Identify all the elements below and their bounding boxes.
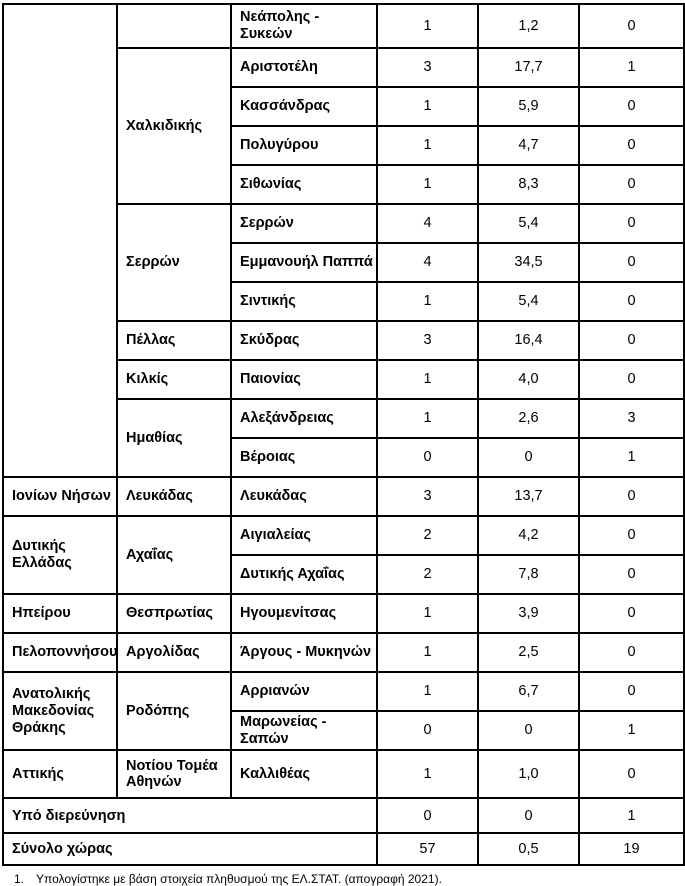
value-cell: 3,9: [478, 594, 579, 633]
value-cell: 5,4: [478, 282, 579, 321]
unit-cell: Ροδόπης: [117, 672, 231, 750]
region-cell: Ιονίων Νήσων: [3, 477, 117, 516]
value-cell: 1,0: [478, 750, 579, 798]
value-cell: 3: [579, 399, 684, 438]
municipality-cell: Άργους - Μυκηνών: [231, 633, 377, 672]
municipality-cell: Σιθωνίας: [231, 165, 377, 204]
value-cell: 1,2: [478, 4, 579, 48]
value-cell: 2: [377, 516, 478, 555]
municipality-cell: Πολυγύρου: [231, 126, 377, 165]
value-cell: 0: [579, 477, 684, 516]
value-cell: 1: [377, 633, 478, 672]
value-cell: 1: [377, 126, 478, 165]
value-cell: 0: [377, 438, 478, 477]
value-cell: 1: [579, 798, 684, 833]
municipality-cell: Παιονίας: [231, 360, 377, 399]
table-footer-row: [3, 798, 684, 833]
municipality-cell: Σκύδρας: [231, 321, 377, 360]
municipality-cell: Καλλιθέας: [231, 750, 377, 798]
table-row: [3, 594, 684, 633]
municipality-cell: Εμμανουήλ Παππά: [231, 243, 377, 282]
unit-cell: Νοτίου Τομέα Αθηνών: [117, 750, 231, 798]
unit-cell: Σερρών: [117, 204, 231, 321]
value-cell: 0: [579, 4, 684, 48]
unit-cell: Αργολίδας: [117, 633, 231, 672]
value-cell: 6,7: [478, 672, 579, 711]
value-cell: 4: [377, 243, 478, 282]
municipality-cell: Κασσάνδρας: [231, 87, 377, 126]
municipality-cell: Δυτικής Αχαΐας: [231, 555, 377, 594]
value-cell: 1: [377, 672, 478, 711]
table-footer-row: [3, 833, 684, 865]
region-cell: Πελοποννήσου: [3, 633, 117, 672]
value-cell: 0: [579, 360, 684, 399]
table-row: [3, 633, 684, 672]
unit-cell: Κιλκίς: [117, 360, 231, 399]
value-cell: 0: [377, 798, 478, 833]
value-cell: 5,9: [478, 87, 579, 126]
value-cell: 57: [377, 833, 478, 865]
table-row: [3, 477, 684, 516]
table-row: [3, 516, 684, 555]
unit-cell: Ημαθίας: [117, 399, 231, 477]
value-cell: 1: [579, 438, 684, 477]
unit-cell: Λευκάδας: [117, 477, 231, 516]
footnote-marker: 1.: [14, 872, 25, 886]
unit-cell: Αχαΐας: [117, 516, 231, 594]
document-page: [0, 3, 685, 886]
value-cell: 1: [377, 165, 478, 204]
municipality-cell: Μαρωνείας - Σαπών: [231, 711, 377, 750]
municipality-cell: Ηγουμενίτσας: [231, 594, 377, 633]
value-cell: 0: [579, 282, 684, 321]
value-cell: 0: [478, 438, 579, 477]
region-cell: Ανατολικής Μακεδονίας Θράκης: [3, 672, 117, 750]
value-cell: 2,6: [478, 399, 579, 438]
value-cell: 0: [579, 165, 684, 204]
value-cell: 0: [579, 321, 684, 360]
region-cell: Αττικής: [3, 750, 117, 798]
region-cell: [3, 4, 117, 477]
value-cell: 0: [579, 633, 684, 672]
table-row: [3, 672, 684, 711]
unit-cell: Πέλλας: [117, 321, 231, 360]
value-cell: 2,5: [478, 633, 579, 672]
value-cell: 1: [579, 711, 684, 750]
value-cell: 5,4: [478, 204, 579, 243]
value-cell: 0: [579, 672, 684, 711]
value-cell: 1: [377, 360, 478, 399]
municipality-cell: Αιγιαλείας: [231, 516, 377, 555]
value-cell: 4,7: [478, 126, 579, 165]
value-cell: 3: [377, 48, 478, 87]
value-cell: 2: [377, 555, 478, 594]
unit-cell: [117, 4, 231, 48]
unit-cell: Χαλκιδικής: [117, 48, 231, 204]
municipality-cell: Αρριανών: [231, 672, 377, 711]
unit-cell: Θεσπρωτίας: [117, 594, 231, 633]
municipality-cell: Αλεξάνδρειας: [231, 399, 377, 438]
municipality-cell: Αριστοτέλη: [231, 48, 377, 87]
value-cell: 0: [579, 750, 684, 798]
value-cell: 0: [579, 594, 684, 633]
footnote-text: Υπολογίστηκε με βάση στοιχεία πληθυσμού της ΕΛ.ΣΤΑΤ. (απογραφή 2021).: [36, 872, 442, 886]
value-cell: 1: [377, 4, 478, 48]
municipality-cell: Βέροιας: [231, 438, 377, 477]
value-cell: 8,3: [478, 165, 579, 204]
region-cell: Δυτικής Ελλάδας: [3, 516, 117, 594]
value-cell: 0,5: [478, 833, 579, 865]
value-cell: 0: [579, 555, 684, 594]
value-cell: 1: [377, 282, 478, 321]
footer-label-cell: Υπό διερεύνηση: [3, 798, 377, 833]
value-cell: 0: [478, 798, 579, 833]
region-cell: Ηπείρου: [3, 594, 117, 633]
value-cell: 34,5: [478, 243, 579, 282]
value-cell: 0: [377, 711, 478, 750]
value-cell: 13,7: [478, 477, 579, 516]
municipality-cell: Νεάπολης - Συκεών: [231, 4, 377, 48]
value-cell: 0: [579, 126, 684, 165]
value-cell: 1: [377, 594, 478, 633]
value-cell: 1: [377, 87, 478, 126]
value-cell: 0: [478, 711, 579, 750]
value-cell: 0: [579, 87, 684, 126]
municipality-cell: Λευκάδας: [231, 477, 377, 516]
footer-label-cell: Σύνολο χώρας: [3, 833, 377, 865]
value-cell: 4,0: [478, 360, 579, 399]
value-cell: 1: [377, 750, 478, 798]
municipality-cell: Σερρών: [231, 204, 377, 243]
value-cell: 7,8: [478, 555, 579, 594]
value-cell: 16,4: [478, 321, 579, 360]
municipality-cell: Σιντικής: [231, 282, 377, 321]
value-cell: 0: [579, 243, 684, 282]
table-row: [3, 4, 684, 48]
value-cell: 19: [579, 833, 684, 865]
statistics-table: [2, 3, 685, 866]
footnote: [14, 872, 685, 886]
table-row: [3, 750, 684, 798]
value-cell: 3: [377, 321, 478, 360]
value-cell: 0: [579, 516, 684, 555]
value-cell: 4,2: [478, 516, 579, 555]
value-cell: 17,7: [478, 48, 579, 87]
value-cell: 1: [377, 399, 478, 438]
value-cell: 1: [579, 48, 684, 87]
value-cell: 0: [579, 204, 684, 243]
value-cell: 4: [377, 204, 478, 243]
value-cell: 3: [377, 477, 478, 516]
